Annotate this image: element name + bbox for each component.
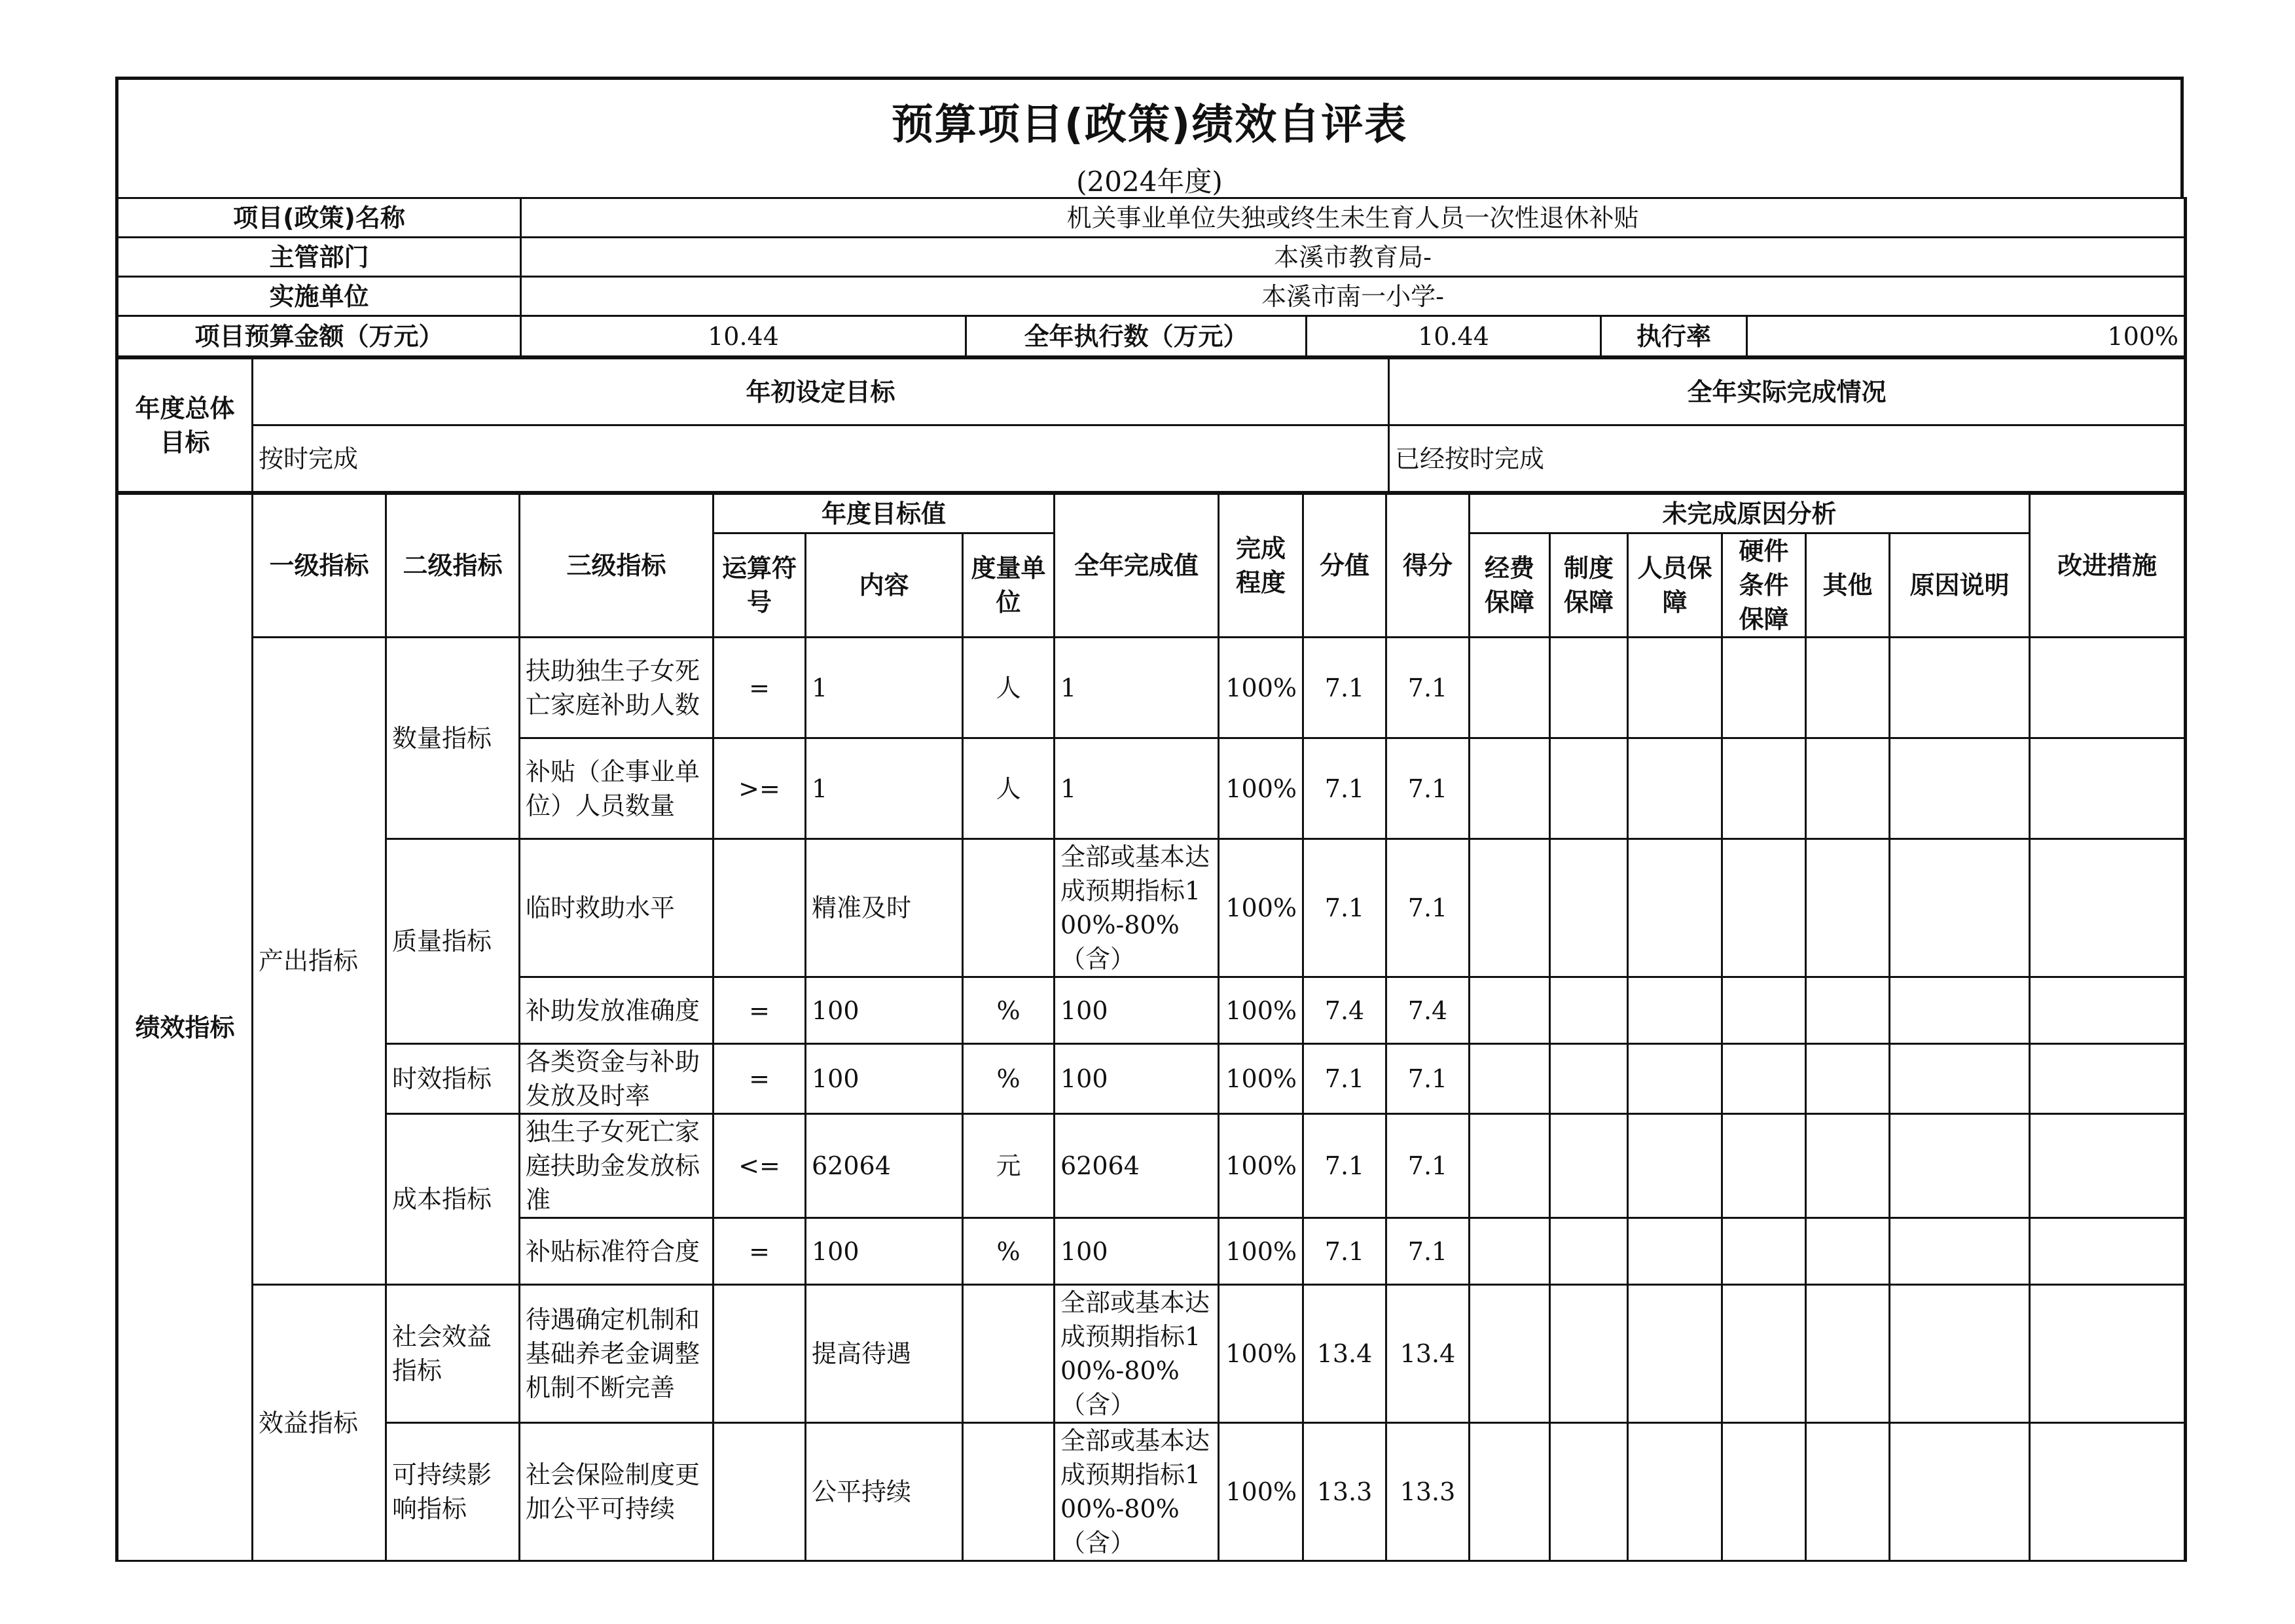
indicator-degree: 100% (1219, 738, 1303, 839)
header-level3: 三级指标 (520, 494, 714, 638)
indicator-content: 公平持续 (806, 1423, 963, 1561)
table-row (117, 1423, 2186, 1561)
budget-label: 项目预算金额（万元） (117, 316, 521, 357)
goals-value-row (117, 425, 2186, 492)
indicators-section-label: 绩效指标 (117, 494, 253, 1561)
indicator-actual: 1 (1055, 738, 1219, 839)
table-row (117, 839, 2186, 977)
exec-value: 10.44 (1307, 316, 1601, 357)
rate-value: 100% (1747, 316, 2186, 357)
indicator-actual: 100 (1055, 1044, 1219, 1114)
header-other: 其他 (1806, 533, 1890, 638)
indicator-actual: 全部或基本达成预期指标100%-80%（含） (1055, 839, 1219, 977)
indicator-name: 补助发放准确度 (520, 977, 714, 1044)
indicator-content: 提高待遇 (806, 1285, 963, 1423)
header-staff: 人员保障 (1628, 533, 1722, 638)
indicator-content: 精准及时 (806, 839, 963, 977)
category-quantity: 数量指标 (386, 638, 520, 839)
indicator-unit: % (963, 977, 1055, 1044)
header-reason-group: 未完成原因分析 (1470, 494, 2030, 533)
page-title: 预算项目(政策)绩效自评表 (115, 77, 2184, 162)
table-row (117, 638, 2186, 738)
exec-label: 全年执行数（万元） (966, 316, 1307, 357)
indicator-operator (714, 1423, 806, 1561)
dept-label: 主管部门 (117, 238, 521, 277)
indicator-value: 7.1 (1303, 1218, 1386, 1285)
header-target-group: 年度目标值 (714, 494, 1055, 533)
indicator-name: 各类资金与补助发放及时率 (520, 1044, 714, 1114)
goals-label: 年度总体目标 (117, 359, 253, 492)
category-social: 社会效益指标 (386, 1285, 520, 1423)
header-unit: 度量单位 (963, 533, 1055, 638)
indicator-header-row-1 (117, 494, 2186, 533)
indicator-name: 扶助独生子女死亡家庭补助人数 (520, 638, 714, 738)
budget-value: 10.44 (521, 316, 966, 357)
info-table (115, 197, 2187, 357)
indicator-value: 13.4 (1303, 1285, 1386, 1423)
dept-row (117, 238, 2186, 277)
output-label: 产出指标 (253, 638, 386, 1285)
header-content: 内容 (806, 533, 963, 638)
indicator-score: 7.1 (1386, 1218, 1470, 1285)
indicator-degree: 100% (1219, 1423, 1303, 1561)
indicator-name: 独生子女死亡家庭扶助金发放标准 (520, 1114, 714, 1218)
header-actual: 全年完成值 (1055, 494, 1219, 638)
category-sustain: 可持续影响指标 (386, 1423, 520, 1561)
indicator-unit (963, 839, 1055, 977)
header-level2: 二级指标 (386, 494, 520, 638)
indicator-score: 7.1 (1386, 638, 1470, 738)
header-improve: 改进措施 (2030, 494, 2186, 638)
unit-value: 本溪市南一小学- (521, 277, 2186, 316)
indicator-operator: = (714, 977, 806, 1044)
indicator-operator: >= (714, 738, 806, 839)
goals-set-header: 年初设定目标 (253, 359, 1389, 425)
category-cost: 成本指标 (386, 1114, 520, 1285)
project-label: 项目(政策)名称 (117, 198, 521, 238)
unit-label: 实施单位 (117, 277, 521, 316)
indicator-value: 13.3 (1303, 1423, 1386, 1561)
indicator-unit: % (963, 1218, 1055, 1285)
indicator-name: 临时救助水平 (520, 839, 714, 977)
indicator-unit: 元 (963, 1114, 1055, 1218)
rate-label: 执行率 (1601, 316, 1747, 357)
goals-set-value: 按时完成 (253, 425, 1389, 492)
indicator-degree: 100% (1219, 977, 1303, 1044)
header-hardware: 硬件条件保障 (1722, 533, 1806, 638)
header-operator: 运算符号 (714, 533, 806, 638)
indicators-table (115, 493, 2187, 1562)
indicator-name: 待遇确定机制和基础养老金调整机制不断完善 (520, 1285, 714, 1423)
indicator-operator: = (714, 638, 806, 738)
header-funding: 经费保障 (1470, 533, 1550, 638)
indicator-degree: 100% (1219, 1114, 1303, 1218)
indicator-actual: 62064 (1055, 1114, 1219, 1218)
indicator-value: 7.1 (1303, 839, 1386, 977)
indicator-value: 7.4 (1303, 977, 1386, 1044)
report-year: (2024年度) (115, 162, 2184, 197)
indicator-content: 1 (806, 738, 963, 839)
project-row (117, 198, 2186, 238)
indicator-actual: 1 (1055, 638, 1219, 738)
indicator-actual: 100 (1055, 977, 1219, 1044)
unit-row (117, 277, 2186, 316)
header-level1: 一级指标 (253, 494, 386, 638)
indicator-degree: 100% (1219, 638, 1303, 738)
indicator-degree: 100% (1219, 1044, 1303, 1114)
indicator-content: 62064 (806, 1114, 963, 1218)
indicator-actual: 全部或基本达成预期指标100%-80%（含） (1055, 1285, 1219, 1423)
indicator-score: 13.3 (1386, 1423, 1470, 1561)
goals-actual-header: 全年实际完成情况 (1389, 359, 2186, 425)
indicator-name: 社会保险制度更加公平可持续 (520, 1423, 714, 1561)
indicator-operator (714, 1285, 806, 1423)
indicator-score: 7.1 (1386, 839, 1470, 977)
indicator-operator (714, 839, 806, 977)
indicator-name: 补贴标准符合度 (520, 1218, 714, 1285)
indicator-value: 7.1 (1303, 1044, 1386, 1114)
indicator-score: 13.4 (1386, 1285, 1470, 1423)
indicator-score: 7.4 (1386, 977, 1470, 1044)
indicator-content: 100 (806, 977, 963, 1044)
indicator-content: 100 (806, 1218, 963, 1285)
header-reason: 原因说明 (1890, 533, 2030, 638)
indicator-content: 100 (806, 1044, 963, 1114)
header-system: 制度保障 (1550, 533, 1628, 638)
indicator-operator: <= (714, 1114, 806, 1218)
project-value: 机关事业单位失独或终生未生育人员一次性退休补贴 (521, 198, 2186, 238)
category-quality: 质量指标 (386, 839, 520, 1044)
indicator-content: 1 (806, 638, 963, 738)
indicator-score: 7.1 (1386, 738, 1470, 839)
category-timeliness: 时效指标 (386, 1044, 520, 1114)
indicator-actual: 全部或基本达成预期指标100%-80%（含） (1055, 1423, 1219, 1561)
indicator-unit: % (963, 1044, 1055, 1114)
indicator-degree: 100% (1219, 1285, 1303, 1423)
indicator-name: 补贴（企事业单位）人员数量 (520, 738, 714, 839)
indicator-degree: 100% (1219, 839, 1303, 977)
table-row (117, 1044, 2186, 1114)
indicator-degree: 100% (1219, 1218, 1303, 1285)
goals-actual-value: 已经按时完成 (1389, 425, 2186, 492)
benefit-label: 效益指标 (253, 1285, 386, 1561)
header-degree: 完成程度 (1219, 494, 1303, 638)
table-row (117, 1114, 2186, 1218)
indicator-value: 7.1 (1303, 738, 1386, 839)
indicator-operator: = (714, 1218, 806, 1285)
header-score: 得分 (1386, 494, 1470, 638)
table-row (117, 1285, 2186, 1423)
indicator-value: 7.1 (1303, 1114, 1386, 1218)
budget-row (117, 316, 2186, 357)
goals-table (115, 357, 2187, 493)
dept-value: 本溪市教育局- (521, 238, 2186, 277)
indicator-operator: = (714, 1044, 806, 1114)
indicator-unit (963, 1423, 1055, 1561)
indicator-unit (963, 1285, 1055, 1423)
indicator-unit: 人 (963, 638, 1055, 738)
self-evaluation-sheet (115, 77, 2184, 1562)
goals-header-row (117, 359, 2186, 425)
indicator-score: 7.1 (1386, 1044, 1470, 1114)
indicator-score: 7.1 (1386, 1114, 1470, 1218)
header-score-value: 分值 (1303, 494, 1386, 638)
indicator-actual: 100 (1055, 1218, 1219, 1285)
indicator-unit: 人 (963, 738, 1055, 839)
indicator-value: 7.1 (1303, 638, 1386, 738)
